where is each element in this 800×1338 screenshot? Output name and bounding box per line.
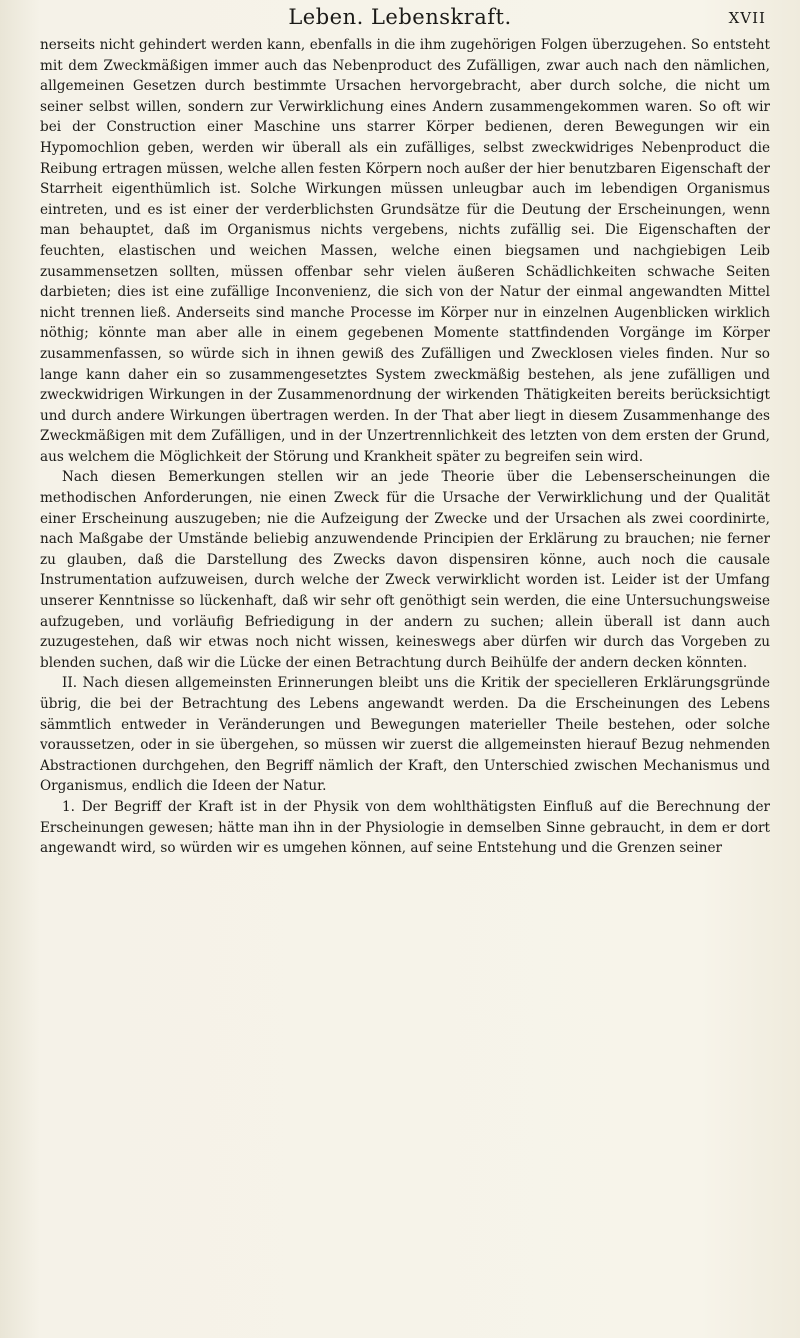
body-text <box>40 35 770 1325</box>
paragraph-continuation: nerseits nicht gehindert werden kann, ebenfalls in die ihm zugehörigen Folgen überzugehen. So entsteht mit dem Zweckmäßigen immer auch das Nebenproduct des Zufälligen, zwar auch nach den nämlichen, allgemeinen Gesetzen durch bestimmte Ursachen hervorgebracht, aber durch solche, die nicht um seiner selbst willen, sondern zur Verwirklichung eines Andern zusammengekommen waren. So oft wir bei der Construction einer Maschine uns starrer Körper bedienen, deren Bewegungen wir ein Hypomochlion geben, werden wir überall als ein zufälliges, selbst zweckwidriges Nebenproduct die Reibung ertragen müssen, welche allen festen Körpern noch außer der hier benutzbaren Eigenschaft der Starrheit eigenthümlich ist. Solche Wirkungen müssen unleugbar auch im lebendigen Organismus eintreten, und es ist einer der verderblichsten Grundsätze für die Deutung der Erscheinungen, wenn man behauptet, daß im Organismus nichts vergebens, nichts zufällig sei. Die Eigenschaften der feuchten, elastischen und weichen Massen, welche einen biegsamen und nachgiebigen Leib zusammensetzen sollten, müssen offenbar sehr vielen äußeren Schädlichkeiten schwache Seiten darbieten; dies ist eine zufällige Inconvenienz, die sich von der Natur der einmal angewandten Mittel nicht trennen ließ. Anderseits sind manche Processe im Körper nur in einzelnen Augenblicken wirklich nöthig; könnte man aber alle in einem gegebenen Momente stattfindenden Vorgänge im Körper zusammenfassen, so würde sich in ihnen gewiß des Zufälligen und Zwecklosen vieles finden. Nur so lange kann daher ein so zusammengesetztes System zweckmäßig bestehen, als jene zufälligen und zweckwidrigen Wirkungen in der Zusammenordnung der wirkenden Thätigkeiten bereits berücksichtigt und durch andere Wirkungen übertragen werden. In der That aber liegt in diesem Zusammenhange des Zweckmäßigen mit dem Zufälligen, und in der Unzertrennlichkeit des letzten von dem ersten der Grund, aus welchem die Möglichkeit der Störung und Krankheit später zu begreifen sein wird. <box>40 37 770 465</box>
paragraph-concept-of-force: 1. Der Begriff der Kraft ist in der Physik von dem wohlthätigsten Einfluß auf die Berechnung der Erscheinungen gewesen; hätte man ihn in der Physiologie in demselben Sinne gebraucht, in dem er dort angewandt wird, so würden wir es umgehen können, auf seine Entstehung und die Grenzen seiner <box>40 798 770 857</box>
page-header <box>0 5 800 35</box>
paragraph-methodical-requirements: Nach diesen Bemerkungen stellen wir an jede Theorie über die Lebenserscheinungen die methodischen Anforderungen, nie einen Zweck für die Ursache der Verwirklichung und der Qualität einer Erscheinung auszugeben; nie die Aufzeigung der Zwecke und der Ursachen als zwei coordinirte, nach Maßgabe der Umstände beliebig anzuwendende Principien der Erklärung zu brauchen; nie ferner zu glauben, daß die Darstellung des Zwecks davon dispensiren könne, auch noch die causale Instrumentation aufzuweisen, durch welche der Zweck verwirklicht worden ist. Leider ist der Umfang unserer Kenntnisse so lückenhaft, daß wir sehr oft genöthigt sein werden, die eine Untersuchungsweise aufzugeben, und vorläufig Befriedigung in der andern zu suchen; allein überall ist dann auch zuzugestehen, daß wir etwas noch nicht wissen, keineswegs aber dürfen wir durch das Vorgeben zu blenden suchen, daß wir die Lücke der einen Betrachtung durch Beihülfe der andern decken könnten. <box>40 469 770 671</box>
paragraph-section-ii: II. Nach diesen allgemeinsten Erinnerungen bleibt uns die Kritik der specielleren Erklärungsgründe übrig, die bei der Betrachtung des Lebens angewandt werden. Da die Erscheinungen des Lebens sämmtlich entweder in Veränderungen und Bewegungen materieller Theile bestehen, oder solche voraussetzen, oder in sie übergehen, so müssen wir zuerst die allgemeinsten hierauf Bezug nehmenden Abstractionen durchgehen, den Begriff nämlich der Kraft, den Unterschied zwischen Mechanismus und Organismus, endlich die Ideen der Natur. <box>40 675 770 795</box>
running-head: Leben. Lebenskraft. <box>288 5 512 29</box>
page-number: XVII <box>728 9 766 27</box>
